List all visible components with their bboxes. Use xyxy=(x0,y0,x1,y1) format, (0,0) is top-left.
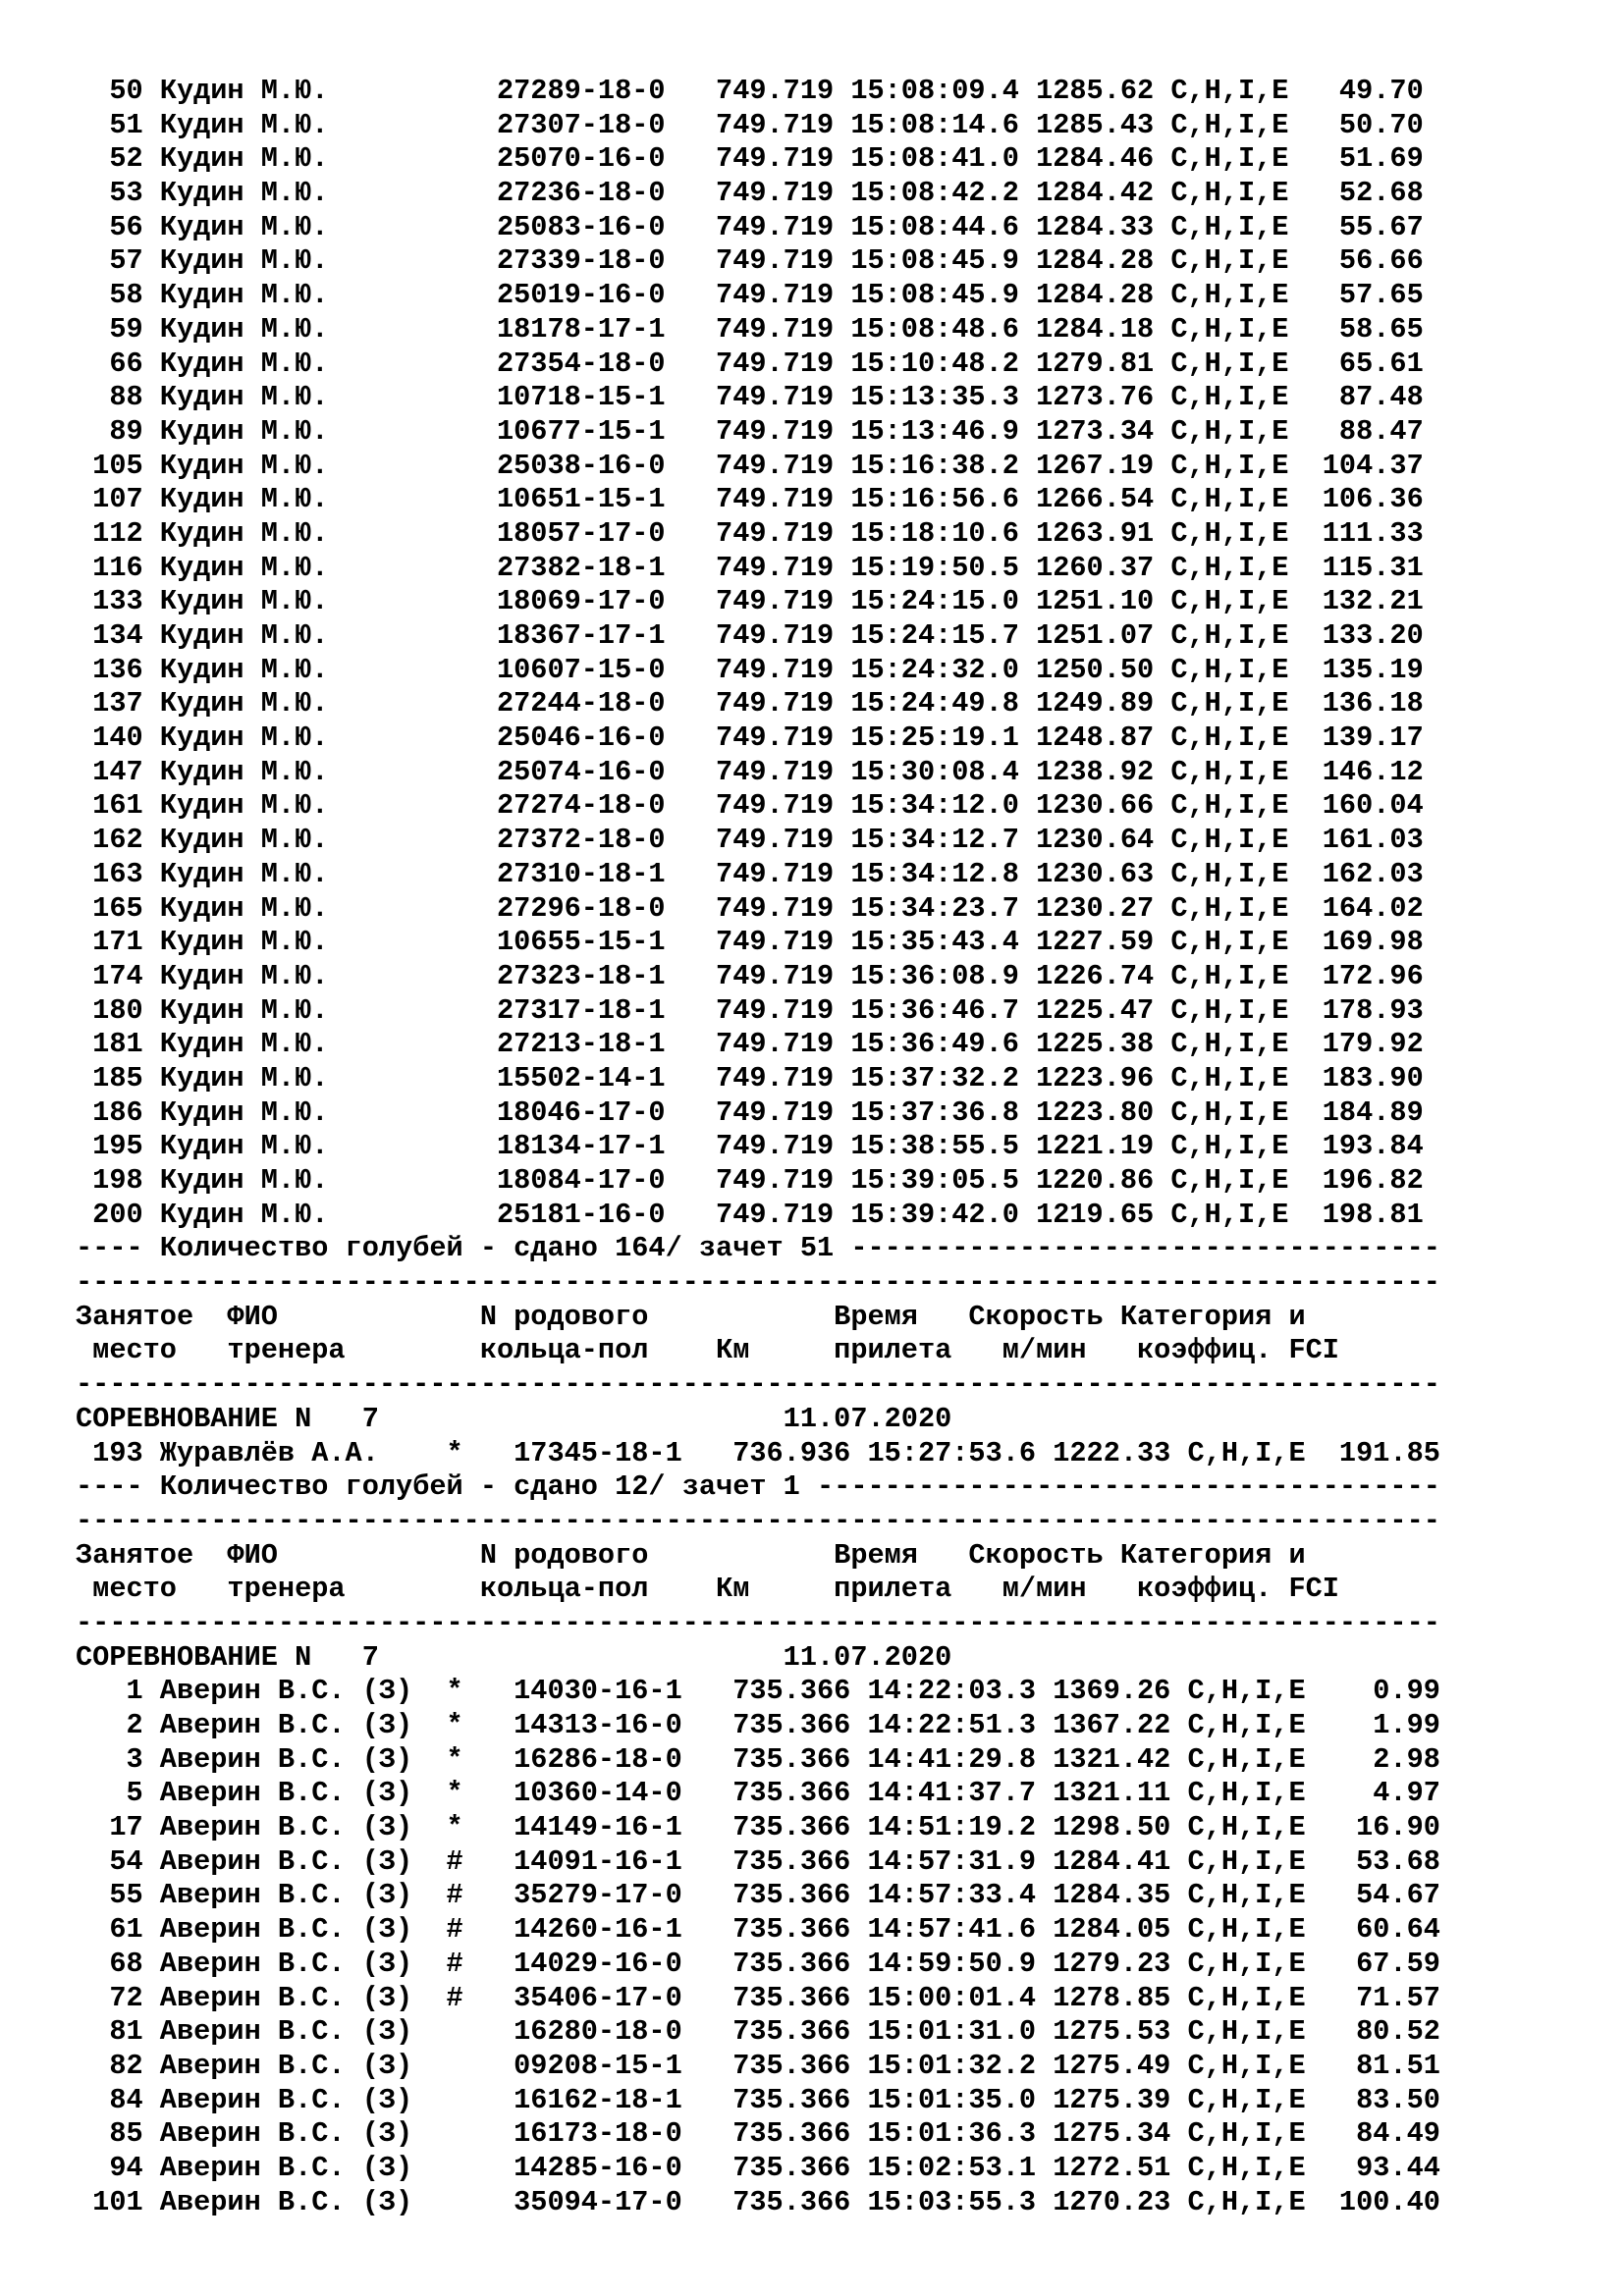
column-header: место тренера кольца-пол Км прилета м/мин коэффиц. FCI xyxy=(76,1334,1339,1367)
result-row: 2 Аверин В.С. (З) * 14313-16-0 735.366 14:22:51.3 1367.22 C,H,I,E 1.99 xyxy=(76,1709,1440,1741)
result-row: 185 Кудин М.Ю. 15502-14-1 749.719 15:37:32.2 1223.96 C,H,I,E 183.90 xyxy=(76,1061,1424,1095)
result-row: 82 Аверин В.С. (З) 09208-15-1 735.366 15:01:32.2 1275.49 C,H,I,E 81.51 xyxy=(76,2049,1440,2082)
result-row: 198 Кудин М.Ю. 18084-17-0 749.719 15:39:05.5 1220.86 C,H,I,E 196.82 xyxy=(76,1164,1424,1197)
result-row: 140 Кудин М.Ю. 25046-16-0 749.719 15:25:19.1 1248.87 C,H,I,E 139.17 xyxy=(76,721,1424,755)
separator-line: --------------------------------------------------------------------------------- xyxy=(76,1266,1440,1300)
result-row: 84 Аверин В.С. (З) 16162-18-1 735.366 15:01:35.0 1275.39 C,H,I,E 83.50 xyxy=(76,2083,1440,2116)
result-row: 174 Кудин М.Ю. 27323-18-1 749.719 15:36:08.9 1226.74 C,H,I,E 172.96 xyxy=(76,959,1424,992)
result-row: 17 Аверин В.С. (З) * 14149-16-1 735.366 14:51:19.2 1298.50 C,H,I,E 16.90 xyxy=(76,1811,1440,1844)
result-row: 162 Кудин М.Ю. 27372-18-0 749.719 15:34:12.7 1230.64 C,H,I,E 161.03 xyxy=(76,824,1424,857)
result-row: 53 Кудин М.Ю. 27236-18-0 749.719 15:08:42.2 1284.42 C,H,I,E 52.68 xyxy=(76,177,1424,210)
result-row: 136 Кудин М.Ю. 10607-15-0 749.719 15:24:32.0 1250.50 C,H,I,E 135.19 xyxy=(76,653,1424,686)
result-row: 195 Кудин М.Ю. 18134-17-1 749.719 15:38:55.5 1221.19 C,H,I,E 193.84 xyxy=(76,1130,1424,1163)
result-row: 165 Кудин М.Ю. 27296-18-0 749.719 15:34:23.7 1230.27 C,H,I,E 164.02 xyxy=(76,891,1424,925)
result-row: 52 Кудин М.Ю. 25070-16-0 749.719 15:08:41.0 1284.46 C,H,I,E 51.69 xyxy=(76,142,1424,176)
separator-line: --------------------------------------------------------------------------------- xyxy=(76,1504,1440,1537)
result-row: 133 Кудин М.Ю. 18069-17-0 749.719 15:24:15.0 1251.10 C,H,I,E 132.21 xyxy=(76,585,1424,618)
summary-line: ---- Количество голубей - сдано 12/ зачет 1 ------------------------------------- xyxy=(76,1470,1440,1504)
result-row: 200 Кудин М.Ю. 25181-16-0 749.719 15:39:42.0 1219.65 C,H,I,E 198.81 xyxy=(76,1198,1424,1231)
result-row: 85 Аверин В.С. (З) 16173-18-0 735.366 15:01:36.3 1275.34 C,H,I,E 84.49 xyxy=(76,2117,1440,2151)
result-row: 193 Журавлёв А.А. * 17345-18-1 736.936 15:27:53.6 1222.33 C,H,I,E 191.85 xyxy=(76,1436,1440,1469)
result-row: 116 Кудин М.Ю. 27382-18-1 749.719 15:19:50.5 1260.37 C,H,I,E 115.31 xyxy=(76,551,1424,584)
result-row: 72 Аверин В.С. (З) # 35406-17-0 735.366 15:00:01.4 1278.85 C,H,I,E 71.57 xyxy=(76,1981,1440,2014)
result-row: 5 Аверин В.С. (З) * 10360-14-0 735.366 14:41:37.7 1321.11 C,H,I,E 4.97 xyxy=(76,1777,1440,1810)
result-row: 171 Кудин М.Ю. 10655-15-1 749.719 15:35:43.4 1227.59 C,H,I,E 169.98 xyxy=(76,926,1424,959)
summary-line: ---- Количество голубей - сдано 164/ зачет 51 ----------------------------------- xyxy=(76,1232,1440,1265)
competition-header: СОРЕВНОВАНИЕ N 7 11.07.2020 xyxy=(76,1402,952,1435)
result-row: 134 Кудин М.Ю. 18367-17-1 749.719 15:24:15.7 1251.07 C,H,I,E 133.20 xyxy=(76,619,1424,652)
result-row: 54 Аверин В.С. (З) # 14091-16-1 735.366 14:57:31.9 1284.41 C,H,I,E 53.68 xyxy=(76,1844,1440,1878)
results-report xyxy=(76,75,1548,2219)
separator-line: --------------------------------------------------------------------------------- xyxy=(76,1368,1440,1402)
result-row: 66 Кудин М.Ю. 27354-18-0 749.719 15:10:48.2 1279.81 C,H,I,E 65.61 xyxy=(76,347,1424,380)
result-row: 57 Кудин М.Ю. 27339-18-0 749.719 15:08:45.9 1284.28 C,H,I,E 56.66 xyxy=(76,244,1424,278)
result-row: 50 Кудин М.Ю. 27289-18-0 749.719 15:08:09.4 1285.62 C,H,I,E 49.70 xyxy=(76,75,1424,107)
competition-header: СОРЕВНОВАНИЕ N 7 11.07.2020 xyxy=(76,1640,952,1674)
result-row: 163 Кудин М.Ю. 27310-18-1 749.719 15:34:12.8 1230.63 C,H,I,E 162.03 xyxy=(76,857,1424,890)
result-row: 89 Кудин М.Ю. 10677-15-1 749.719 15:13:46.9 1273.34 C,H,I,E 88.47 xyxy=(76,414,1424,448)
separator-line: --------------------------------------------------------------------------------- xyxy=(76,1606,1440,1639)
result-row: 94 Аверин В.С. (З) 14285-16-0 735.366 15:02:53.1 1272.51 C,H,I,E 93.44 xyxy=(76,2151,1440,2184)
result-row: 56 Кудин М.Ю. 25083-16-0 749.719 15:08:44.6 1284.33 C,H,I,E 55.67 xyxy=(76,210,1424,243)
result-row: 147 Кудин М.Ю. 25074-16-0 749.719 15:30:08.4 1238.92 C,H,I,E 146.12 xyxy=(76,755,1424,788)
result-row: 59 Кудин М.Ю. 18178-17-1 749.719 15:08:48.6 1284.18 C,H,I,E 58.65 xyxy=(76,312,1424,346)
result-row: 181 Кудин М.Ю. 27213-18-1 749.719 15:36:49.6 1225.38 C,H,I,E 179.92 xyxy=(76,1028,1424,1061)
result-row: 81 Аверин В.С. (З) 16280-18-0 735.366 15:01:31.0 1275.53 C,H,I,E 80.52 xyxy=(76,2015,1440,2049)
result-row: 105 Кудин М.Ю. 25038-16-0 749.719 15:16:38.2 1267.19 C,H,I,E 104.37 xyxy=(76,449,1424,482)
result-row: 55 Аверин В.С. (З) # 35279-17-0 735.366 14:57:33.4 1284.35 C,H,I,E 54.67 xyxy=(76,1879,1440,1912)
result-row: 58 Кудин М.Ю. 25019-16-0 749.719 15:08:45.9 1284.28 C,H,I,E 57.65 xyxy=(76,279,1424,312)
result-row: 107 Кудин М.Ю. 10651-15-1 749.719 15:16:56.6 1266.54 C,H,I,E 106.36 xyxy=(76,483,1424,516)
result-row: 1 Аверин В.С. (З) * 14030-16-1 735.366 14:22:03.3 1369.26 C,H,I,E 0.99 xyxy=(76,1675,1440,1708)
column-header: Занятое ФИО N родового Время Скорость Категория и xyxy=(76,1300,1306,1333)
column-header: место тренера кольца-пол Км прилета м/мин коэффиц. FCI xyxy=(76,1573,1339,1606)
result-row: 68 Аверин В.С. (З) # 14029-16-0 735.366 14:59:50.9 1279.23 C,H,I,E 67.59 xyxy=(76,1947,1440,1980)
result-row: 112 Кудин М.Ю. 18057-17-0 749.719 15:18:10.6 1263.91 C,H,I,E 111.33 xyxy=(76,516,1424,550)
result-row: 61 Аверин В.С. (З) # 14260-16-1 735.366 14:57:41.6 1284.05 C,H,I,E 60.64 xyxy=(76,1913,1440,1947)
result-row: 180 Кудин М.Ю. 27317-18-1 749.719 15:36:46.7 1225.47 C,H,I,E 178.93 xyxy=(76,993,1424,1027)
result-row: 137 Кудин М.Ю. 27244-18-0 749.719 15:24:49.8 1249.89 C,H,I,E 136.18 xyxy=(76,687,1424,721)
result-row: 3 Аверин В.С. (З) * 16286-18-0 735.366 14:41:29.8 1321.42 C,H,I,E 2.98 xyxy=(76,1742,1440,1776)
result-row: 88 Кудин М.Ю. 10718-15-1 749.719 15:13:35.3 1273.76 C,H,I,E 87.48 xyxy=(76,381,1424,414)
result-row: 101 Аверин В.С. (З) 35094-17-0 735.366 15:03:55.3 1270.23 C,H,I,E 100.40 xyxy=(76,2185,1440,2218)
result-row: 51 Кудин М.Ю. 27307-18-0 749.719 15:08:14.6 1285.43 C,H,I,E 50.70 xyxy=(76,108,1424,141)
result-row: 186 Кудин М.Ю. 18046-17-0 749.719 15:37:36.8 1223.80 C,H,I,E 184.89 xyxy=(76,1095,1424,1129)
result-row: 161 Кудин М.Ю. 27274-18-0 749.719 15:34:12.0 1230.66 C,H,I,E 160.04 xyxy=(76,789,1424,823)
column-header: Занятое ФИО N родового Время Скорость Категория и xyxy=(76,1538,1306,1572)
